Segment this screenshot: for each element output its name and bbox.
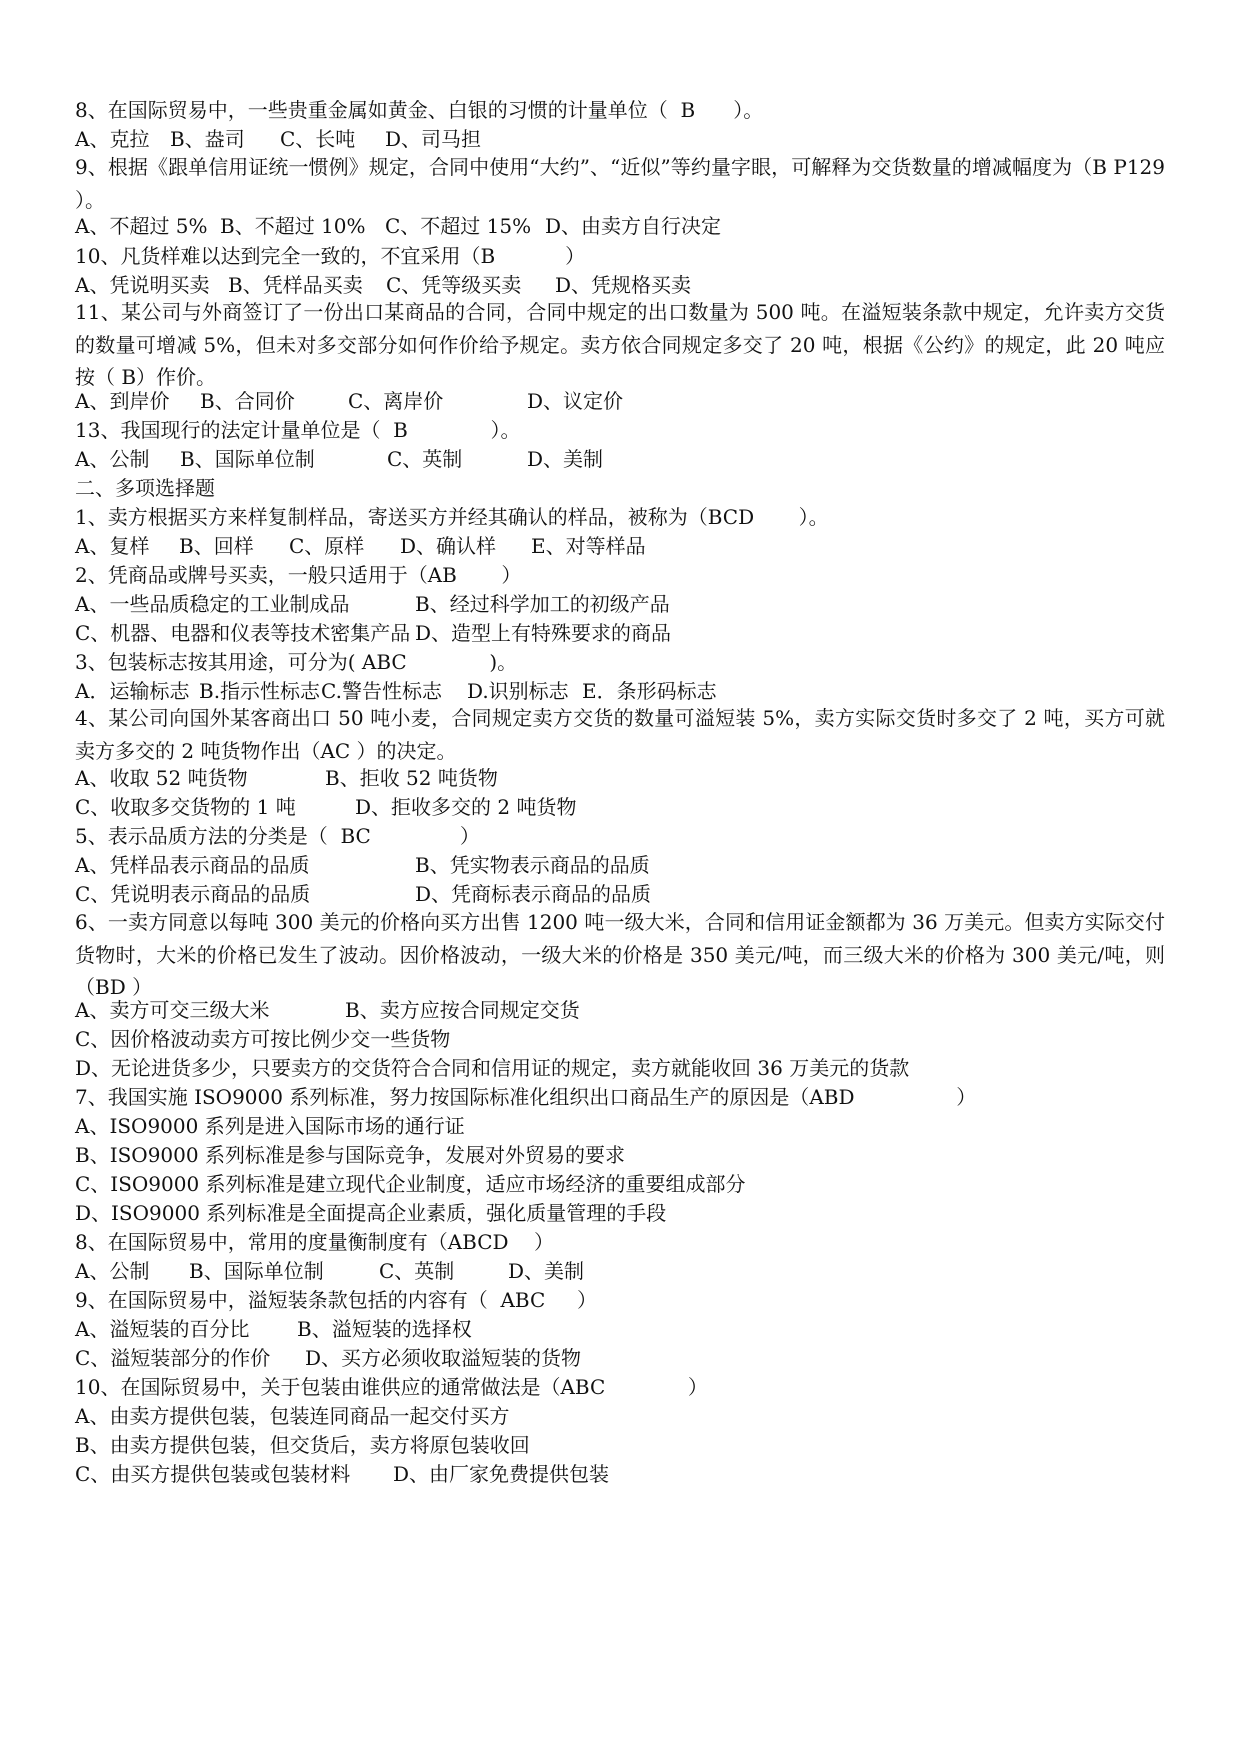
option: C、长吨 [280,127,356,151]
option: D、美制 [508,1259,585,1283]
multi-question-3-options [75,677,1165,705]
option: C、凭说明表示商品的品质 [75,882,311,906]
option: A、凭说明买卖 [75,273,210,297]
option: B、拒收 52 吨货物 [325,766,498,790]
question-8-stem: 8、在国际贸易中，一些贵重金属如黄金、白银的习惯的计量单位（ B ）。 [75,98,764,122]
option: C、离岸价 [348,389,444,413]
option: B、回样 [179,534,254,558]
multi-question-3-stem: 3、包装标志按其用途，可分为( ABC )。 [75,650,518,674]
option: A、一些品质稳定的工业制成品 [75,592,350,616]
multi-question-6-option-c: C、因价格波动卖方可按比例少交一些货物 [75,1027,451,1051]
multi-question-2-options-row2 [75,619,1165,647]
multi-question-10-options-row-cd [75,1460,1165,1488]
question-10-options [75,271,1165,299]
question-10-stem: 10、凡货样难以达到完全一致的，不宜采用（B ） [75,244,586,268]
option: D、凭规格买卖 [555,273,692,297]
option: C、英制 [379,1259,455,1283]
option: B、合同价 [200,389,295,413]
question-8-options [75,125,1165,153]
option: B、盎司 [170,127,245,151]
option: A、到岸价 [75,389,170,413]
option: B、国际单位制 [189,1259,324,1283]
question-11-stem: 11、某公司与外商签订了一份出口某商品的合同，合同中规定的出口数量为 500 吨。在溢短装条款中规定，允许卖方交货的数量可增减 5%，但未对多交部分如何作价给予规定。卖方依合同规定多交了 20 吨，根据《公约》的规定，此 20 吨应按（ B）作价。 [75,300,1165,389]
option: A、公制 [75,447,150,471]
multi-question-8-stem: 8、在国际贸易中，常用的度量衡制度有（ABCD ） [75,1230,555,1254]
question-13-options [75,445,1165,473]
option: C、由买方提供包装或包装材料 [75,1462,351,1486]
option: A、复样 [75,534,150,558]
multi-question-10-stem: 10、在国际贸易中，关于包装由谁供应的通常做法是（ABC ） [75,1375,708,1399]
option: A、凭样品表示商品的品质 [75,853,310,877]
multi-question-6-stem: 6、一卖方同意以每吨 300 美元的价格向买方出售 1200 吨一级大米，合同和信用证金额都为 36 万美元。但卖方实际交付货物时，大米的价格已发生了波动。因价格波动，一级大米的价格是 350 美元/吨，而三级大米的价格为 300 美元/吨，则（BD ） [75,910,1165,999]
option: B、凭样品买卖 [228,273,363,297]
multi-question-4-stem: 4、某公司向国外某客商出口 50 吨小麦，合同规定卖方交货的数量可溢短装 5%，卖方实际交货时多交了 2 吨，买方可就卖方多交的 2 吨货物作出（AC ）的决定。 [75,706,1165,763]
multi-question-10-option-b: B、由卖方提供包装，但交货后，卖方将原包装收回 [75,1433,530,1457]
option: D、确认样 [400,534,497,558]
multi-question-7-option-a: A、ISO9000 系列是进入国际市场的通行证 [75,1114,465,1138]
option: B、卖方应按合同规定交货 [345,998,580,1022]
option: D、司马担 [385,127,482,151]
multi-question-7-option-b: B、ISO9000 系列标准是参与国际竞争，发展对外贸易的要求 [75,1143,625,1167]
option: B、经过科学加工的初级产品 [415,592,670,616]
multi-question-1-stem: 1、卖方根据买方来样复制样品，寄送买方并经其确认的样品，被称为（BCD ）。 [75,505,829,529]
option: D、由卖方自行决定 [545,214,722,238]
option: A、卖方可交三级大米 [75,998,270,1022]
multi-question-4-options-row2 [75,793,1165,821]
question-9-stem: 9、根据《跟单信用证统一惯例》规定，合同中使用“大约”、“近似”等约量字眼，可解释为交货数量的增减幅度为（B P129 ）。 [75,155,1165,212]
question-13-stem: 13、我国现行的法定计量单位是（ B ）。 [75,418,521,442]
multi-question-6-options-row1 [75,996,1165,1024]
option: E．条形码标志 [582,679,717,703]
option: B、不超过 10% [220,214,366,238]
option: B、国际单位制 [180,447,315,471]
option: C.警告性标志 [321,679,442,703]
option: D、凭商标表示商品的品质 [415,882,652,906]
multi-question-10-option-a: A、由卖方提供包装，包装连同商品一起交付买方 [75,1404,510,1428]
option: A、公制 [75,1259,150,1283]
option: C、收取多交货物的 1 吨 [75,795,296,819]
multi-question-2-options-row1 [75,590,1165,618]
multi-question-9-stem: 9、在国际贸易中，溢短装条款包括的内容有（ ABC ） [75,1288,598,1312]
option: A、收取 52 吨货物 [75,766,248,790]
option: C、不超过 15% [385,214,532,238]
multi-question-1-options [75,532,1165,560]
question-11-options [75,387,1165,415]
multi-question-6-option-d: D、无论进货多少，只要卖方的交货符合合同和信用证的规定，卖方就能收回 36 万美元的货款 [75,1056,910,1080]
option: B.指示性标志 [199,679,321,703]
section-title: 二、多项选择题 [75,476,215,500]
question-9-options [75,212,1165,240]
multi-question-2-stem: 2、凭商品或牌号买卖，一般只适用于（AB ） [75,563,522,587]
option: D、议定价 [527,389,624,413]
option: B、溢短装的选择权 [297,1317,472,1341]
option: D、美制 [527,447,604,471]
option: C、溢短装部分的作价 [75,1346,271,1370]
multi-question-8-options [75,1257,1165,1285]
option: C、凭等级买卖 [386,273,522,297]
multi-question-9-options-row2 [75,1344,1165,1372]
multi-question-4-options-row1 [75,764,1165,792]
option: A、溢短装的百分比 [75,1317,250,1341]
option: A、克拉 [75,127,150,151]
option: D、造型上有特殊要求的商品 [415,621,672,645]
option: D.识别标志 [467,679,569,703]
option: A、不超过 5% [75,214,208,238]
multi-question-5-stem: 5、表示品质方法的分类是（ BC ） [75,824,480,848]
option: D、拒收多交的 2 吨货物 [355,795,577,819]
option: C、英制 [387,447,463,471]
option: C、原样 [289,534,365,558]
multi-question-9-options-row1 [75,1315,1165,1343]
multi-question-5-options-row1 [75,851,1165,879]
option: E、对等样品 [531,534,646,558]
option: A．运输标志 [75,679,190,703]
option: C、机器、电器和仪表等技术密集产品 [75,621,411,645]
option: D、买方必须收取溢短装的货物 [305,1346,582,1370]
multi-question-7-stem: 7、我国实施 ISO9000 系列标准，努力按国际标准化组织出口商品生产的原因是（ABD ） [75,1085,977,1109]
multi-question-5-options-row2 [75,880,1165,908]
multi-question-7-option-d: D、ISO9000 系列标准是全面提高企业素质，强化质量管理的手段 [75,1201,667,1225]
option: B、凭实物表示商品的品质 [415,853,650,877]
multi-question-7-option-c: C、ISO9000 系列标准是建立现代企业制度，适应市场经济的重要组成部分 [75,1172,746,1196]
option: D、由厂家免费提供包装 [393,1462,610,1486]
